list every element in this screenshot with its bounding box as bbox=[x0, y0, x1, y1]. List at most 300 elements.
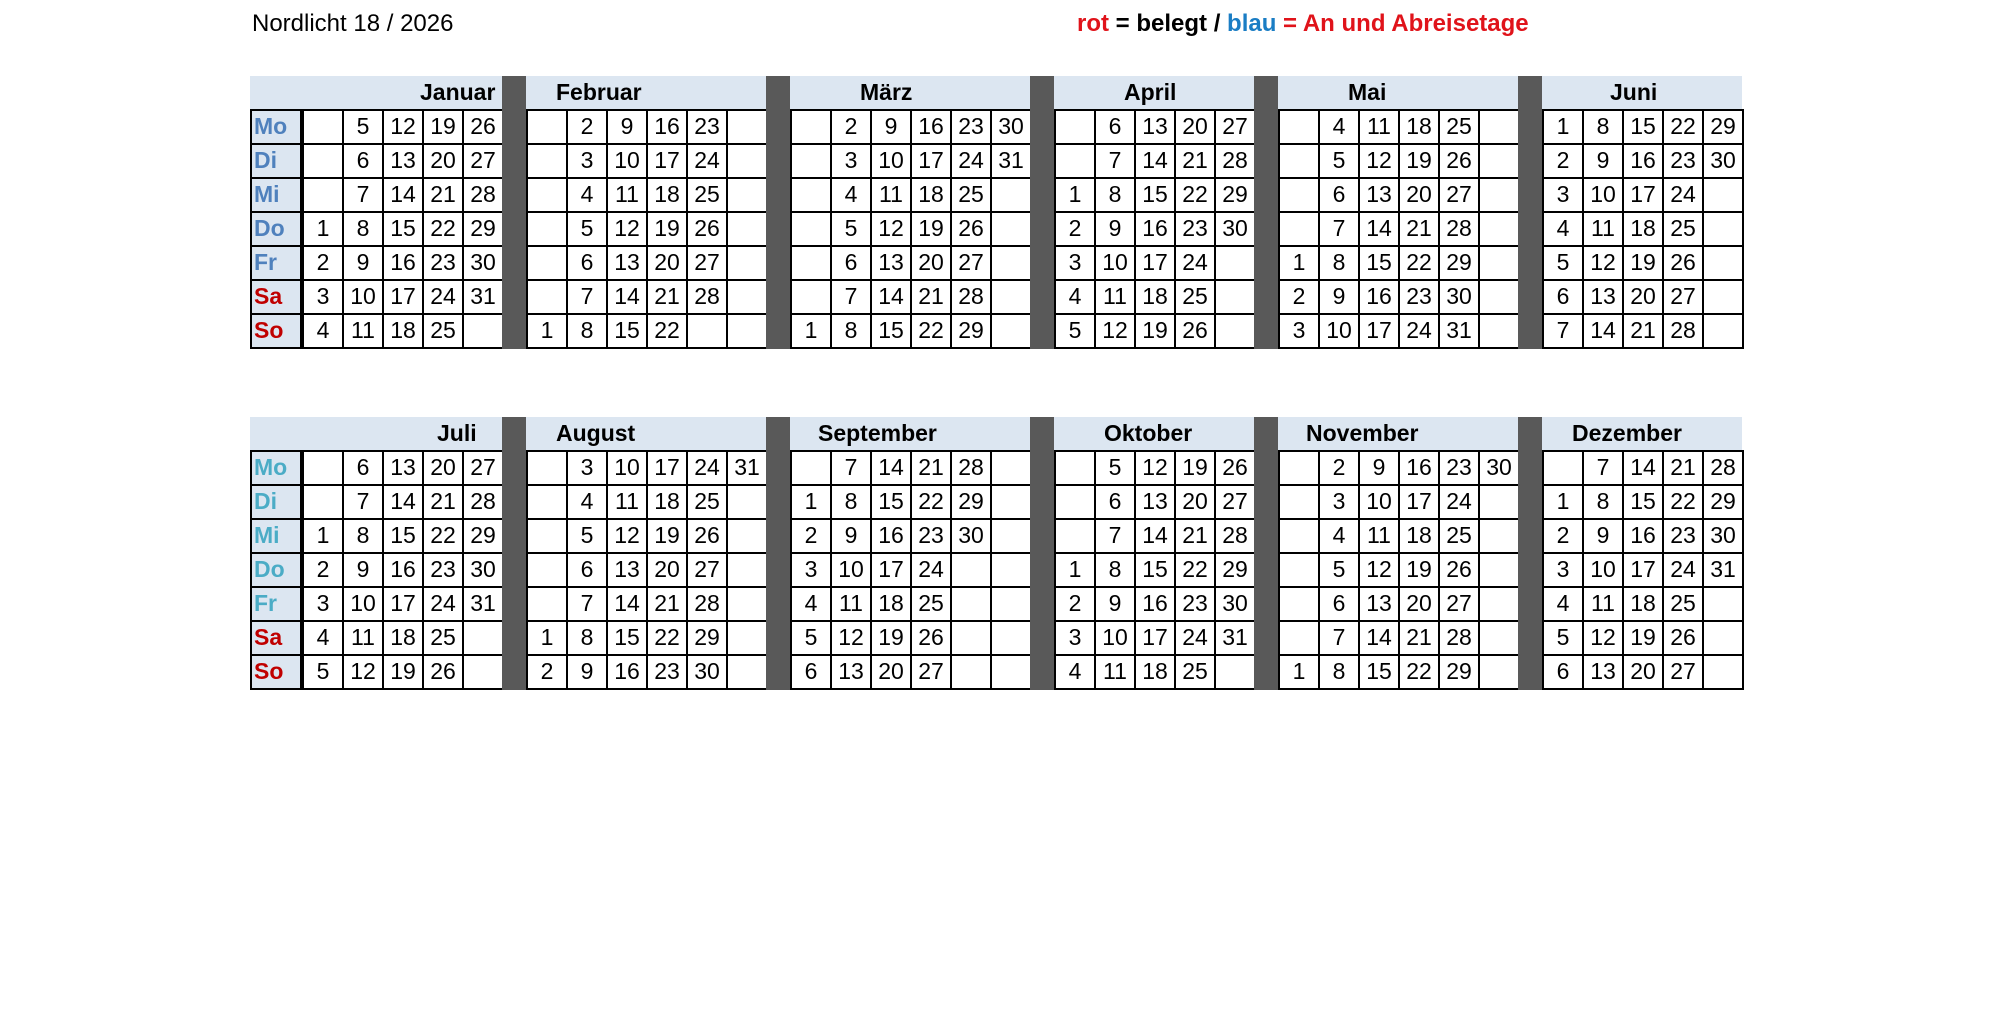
day-cell bbox=[1478, 313, 1520, 349]
day-cell: 3 bbox=[302, 586, 344, 622]
day-cell: 2 bbox=[526, 654, 568, 690]
day-cell: 6 bbox=[1542, 654, 1584, 690]
day-cell: 13 bbox=[1358, 177, 1400, 213]
day-cell: 24 bbox=[1662, 177, 1704, 213]
day-cell: 10 bbox=[1582, 552, 1624, 588]
day-cell: 27 bbox=[462, 143, 504, 179]
month-separator bbox=[1518, 417, 1542, 690]
day-cell bbox=[726, 484, 768, 520]
month-header-juli bbox=[302, 417, 502, 450]
day-cell: 1 bbox=[302, 518, 344, 554]
day-cell: 15 bbox=[606, 313, 648, 349]
day-cell: 27 bbox=[686, 245, 728, 281]
day-cell bbox=[990, 245, 1032, 281]
day-cell: 4 bbox=[790, 586, 832, 622]
day-cell: 3 bbox=[566, 450, 608, 486]
day-cell: 10 bbox=[606, 143, 648, 179]
day-cell: 21 bbox=[1174, 518, 1216, 554]
day-cell: 26 bbox=[686, 211, 728, 247]
day-cell: 13 bbox=[870, 245, 912, 281]
day-cell: 18 bbox=[646, 484, 688, 520]
day-cell: 7 bbox=[1318, 211, 1360, 247]
day-cell: 16 bbox=[1134, 586, 1176, 622]
day-cell: 14 bbox=[606, 586, 648, 622]
day-cell: 28 bbox=[1438, 211, 1480, 247]
day-cell: 1 bbox=[1054, 177, 1096, 213]
day-cell: 14 bbox=[870, 279, 912, 315]
day-cell: 29 bbox=[1438, 245, 1480, 281]
day-cell: 9 bbox=[606, 109, 648, 145]
day-cell: 3 bbox=[1054, 245, 1096, 281]
day-cell bbox=[526, 279, 568, 315]
day-cell: 27 bbox=[1438, 586, 1480, 622]
day-cell: 4 bbox=[566, 484, 608, 520]
month-name: Februar bbox=[556, 79, 642, 105]
day-cell: 18 bbox=[1134, 279, 1176, 315]
day-cell bbox=[526, 484, 568, 520]
day-cell: 15 bbox=[1134, 552, 1176, 588]
day-cell: 28 bbox=[462, 177, 504, 213]
day-cell: 14 bbox=[1134, 518, 1176, 554]
day-cell: 11 bbox=[1358, 109, 1400, 145]
day-cell: 12 bbox=[382, 109, 424, 145]
day-cell: 3 bbox=[566, 143, 608, 179]
weekday-label-mi: Mi bbox=[250, 177, 302, 213]
day-cell: 25 bbox=[422, 620, 464, 656]
legend-red-word: rot bbox=[1077, 10, 1109, 37]
day-cell bbox=[526, 552, 568, 588]
day-cell: 2 bbox=[1542, 143, 1584, 179]
day-cell: 24 bbox=[1174, 620, 1216, 656]
month-header-august bbox=[526, 417, 766, 450]
day-cell bbox=[726, 620, 768, 656]
day-cell: 3 bbox=[830, 143, 872, 179]
day-cell: 12 bbox=[870, 211, 912, 247]
month-header-oktober bbox=[1054, 417, 1254, 450]
day-cell: 26 bbox=[1438, 143, 1480, 179]
day-cell: 4 bbox=[1054, 654, 1096, 690]
day-cell: 25 bbox=[1662, 211, 1704, 247]
day-cell bbox=[1478, 518, 1520, 554]
day-cell bbox=[790, 279, 832, 315]
day-cell bbox=[1478, 211, 1520, 247]
day-cell: 17 bbox=[382, 586, 424, 622]
day-cell bbox=[950, 552, 992, 588]
day-cell bbox=[726, 143, 768, 179]
day-cell: 10 bbox=[1094, 245, 1136, 281]
day-cell: 22 bbox=[1174, 552, 1216, 588]
day-cell: 28 bbox=[1438, 620, 1480, 656]
day-cell bbox=[526, 245, 568, 281]
day-cell: 24 bbox=[1174, 245, 1216, 281]
month-header-november bbox=[1278, 417, 1518, 450]
weekday-label-fr: Fr bbox=[250, 586, 302, 622]
day-cell: 8 bbox=[566, 620, 608, 656]
month-separator bbox=[1254, 76, 1278, 349]
day-cell: 2 bbox=[1054, 211, 1096, 247]
day-cell: 4 bbox=[302, 620, 344, 656]
day-cell: 26 bbox=[910, 620, 952, 656]
day-cell: 24 bbox=[950, 143, 992, 179]
day-cell: 11 bbox=[1094, 654, 1136, 690]
day-cell: 24 bbox=[1438, 484, 1480, 520]
day-cell: 9 bbox=[830, 518, 872, 554]
day-cell: 11 bbox=[1358, 518, 1400, 554]
day-cell: 13 bbox=[606, 552, 648, 588]
day-cell: 9 bbox=[1582, 518, 1624, 554]
day-cell: 28 bbox=[1214, 143, 1256, 179]
day-cell: 12 bbox=[1134, 450, 1176, 486]
day-cell: 8 bbox=[1318, 245, 1360, 281]
day-cell: 7 bbox=[1542, 313, 1584, 349]
day-cell: 31 bbox=[1702, 552, 1744, 588]
day-cell: 19 bbox=[1134, 313, 1176, 349]
weekday-label-mo: Mo bbox=[250, 450, 302, 486]
day-cell: 1 bbox=[1278, 654, 1320, 690]
day-cell: 28 bbox=[1214, 518, 1256, 554]
month-name: April bbox=[1124, 79, 1177, 105]
day-cell bbox=[1478, 109, 1520, 145]
day-cell: 29 bbox=[950, 484, 992, 520]
month-header-märz bbox=[790, 76, 1030, 109]
day-cell: 17 bbox=[1134, 245, 1176, 281]
day-cell: 31 bbox=[726, 450, 768, 486]
day-cell: 28 bbox=[950, 279, 992, 315]
day-cell: 17 bbox=[646, 450, 688, 486]
day-cell bbox=[726, 109, 768, 145]
calendar-first-half bbox=[250, 76, 1736, 352]
day-cell bbox=[1478, 620, 1520, 656]
day-cell: 22 bbox=[1398, 654, 1440, 690]
day-cell: 22 bbox=[646, 620, 688, 656]
day-cell: 30 bbox=[1702, 518, 1744, 554]
month-name: Juli bbox=[437, 420, 477, 446]
day-cell: 30 bbox=[462, 245, 504, 281]
day-cell: 30 bbox=[1214, 211, 1256, 247]
day-cell: 9 bbox=[1358, 450, 1400, 486]
day-cell: 22 bbox=[422, 211, 464, 247]
day-cell: 8 bbox=[1318, 654, 1360, 690]
month-name: August bbox=[556, 420, 636, 446]
day-cell: 30 bbox=[686, 654, 728, 690]
day-cell bbox=[1702, 177, 1744, 213]
day-cell bbox=[990, 177, 1032, 213]
day-cell: 2 bbox=[1318, 450, 1360, 486]
day-cell: 21 bbox=[422, 177, 464, 213]
day-cell: 4 bbox=[1542, 211, 1584, 247]
day-cell: 5 bbox=[1542, 245, 1584, 281]
weekday-label-so: So bbox=[250, 654, 302, 690]
day-cell: 11 bbox=[342, 620, 384, 656]
day-cell: 19 bbox=[646, 211, 688, 247]
day-cell bbox=[1054, 143, 1096, 179]
day-cell bbox=[1702, 620, 1744, 656]
day-cell: 27 bbox=[1662, 279, 1704, 315]
day-cell: 5 bbox=[302, 654, 344, 690]
month-header-januar bbox=[302, 76, 502, 109]
weekday-label-do: Do bbox=[250, 211, 302, 247]
day-cell: 16 bbox=[606, 654, 648, 690]
day-cell: 8 bbox=[1094, 552, 1136, 588]
day-cell: 16 bbox=[870, 518, 912, 554]
day-cell bbox=[726, 552, 768, 588]
day-cell: 14 bbox=[382, 484, 424, 520]
day-cell: 26 bbox=[1174, 313, 1216, 349]
day-cell bbox=[526, 211, 568, 247]
day-cell: 2 bbox=[790, 518, 832, 554]
month-separator bbox=[766, 417, 790, 690]
day-cell: 15 bbox=[1622, 109, 1664, 145]
day-cell: 7 bbox=[1582, 450, 1624, 486]
day-cell: 28 bbox=[686, 279, 728, 315]
day-cell: 13 bbox=[382, 450, 424, 486]
day-cell: 14 bbox=[606, 279, 648, 315]
day-cell: 10 bbox=[342, 279, 384, 315]
day-cell: 22 bbox=[1174, 177, 1216, 213]
day-cell: 3 bbox=[1542, 552, 1584, 588]
day-cell bbox=[990, 484, 1032, 520]
day-cell: 21 bbox=[910, 450, 952, 486]
day-cell: 1 bbox=[1542, 109, 1584, 145]
day-cell: 14 bbox=[1134, 143, 1176, 179]
day-cell: 7 bbox=[1318, 620, 1360, 656]
day-cell: 7 bbox=[566, 586, 608, 622]
day-cell: 1 bbox=[526, 620, 568, 656]
day-cell: 13 bbox=[830, 654, 872, 690]
day-cell: 19 bbox=[646, 518, 688, 554]
day-cell: 14 bbox=[1582, 313, 1624, 349]
day-cell: 25 bbox=[1174, 279, 1216, 315]
month-header-september bbox=[790, 417, 1030, 450]
day-cell: 17 bbox=[1622, 177, 1664, 213]
day-cell: 21 bbox=[1662, 450, 1704, 486]
day-cell: 12 bbox=[1582, 620, 1624, 656]
day-cell: 19 bbox=[1622, 620, 1664, 656]
legend bbox=[1077, 10, 1529, 38]
day-cell: 26 bbox=[1438, 552, 1480, 588]
day-cell: 21 bbox=[1398, 620, 1440, 656]
day-cell bbox=[462, 313, 504, 349]
day-cell bbox=[1478, 484, 1520, 520]
day-cell: 20 bbox=[870, 654, 912, 690]
day-cell: 15 bbox=[1622, 484, 1664, 520]
day-cell bbox=[790, 177, 832, 213]
day-cell: 4 bbox=[1318, 109, 1360, 145]
day-cell bbox=[726, 177, 768, 213]
day-cell bbox=[990, 211, 1032, 247]
day-cell: 2 bbox=[1278, 279, 1320, 315]
day-cell: 28 bbox=[1662, 313, 1704, 349]
day-cell bbox=[990, 313, 1032, 349]
day-cell bbox=[1278, 518, 1320, 554]
day-cell: 29 bbox=[462, 211, 504, 247]
day-cell: 11 bbox=[830, 586, 872, 622]
day-cell: 5 bbox=[566, 211, 608, 247]
day-cell: 15 bbox=[1358, 245, 1400, 281]
day-cell: 21 bbox=[910, 279, 952, 315]
day-cell bbox=[950, 654, 992, 690]
day-cell: 30 bbox=[990, 109, 1032, 145]
day-cell: 6 bbox=[1094, 109, 1136, 145]
day-cell: 25 bbox=[1438, 109, 1480, 145]
day-cell: 2 bbox=[1054, 586, 1096, 622]
day-cell: 23 bbox=[422, 245, 464, 281]
day-cell: 8 bbox=[830, 484, 872, 520]
day-cell: 23 bbox=[686, 109, 728, 145]
day-cell: 3 bbox=[302, 279, 344, 315]
day-cell bbox=[1278, 552, 1320, 588]
day-cell: 30 bbox=[1214, 586, 1256, 622]
day-cell: 13 bbox=[1582, 279, 1624, 315]
day-cell: 30 bbox=[462, 552, 504, 588]
day-cell: 15 bbox=[870, 313, 912, 349]
month-header-april bbox=[1054, 76, 1254, 109]
day-cell: 27 bbox=[1214, 109, 1256, 145]
day-cell: 22 bbox=[1662, 109, 1704, 145]
month-separator bbox=[1518, 76, 1542, 349]
day-cell: 6 bbox=[790, 654, 832, 690]
day-cell bbox=[462, 654, 504, 690]
day-cell: 13 bbox=[1134, 109, 1176, 145]
day-cell: 5 bbox=[566, 518, 608, 554]
day-cell: 25 bbox=[950, 177, 992, 213]
month-name: November bbox=[1306, 420, 1419, 446]
day-cell: 24 bbox=[910, 552, 952, 588]
day-cell bbox=[526, 177, 568, 213]
weekday-label-mo: Mo bbox=[250, 109, 302, 145]
day-cell: 20 bbox=[646, 245, 688, 281]
day-cell bbox=[1478, 245, 1520, 281]
day-cell bbox=[1278, 109, 1320, 145]
day-cell bbox=[1702, 211, 1744, 247]
day-cell: 28 bbox=[686, 586, 728, 622]
day-cell: 5 bbox=[1542, 620, 1584, 656]
day-cell: 7 bbox=[830, 279, 872, 315]
day-cell: 23 bbox=[950, 109, 992, 145]
day-cell: 22 bbox=[1662, 484, 1704, 520]
day-cell: 19 bbox=[382, 654, 424, 690]
day-cell: 21 bbox=[1622, 313, 1664, 349]
day-cell: 22 bbox=[422, 518, 464, 554]
month-header-dezember bbox=[1542, 417, 1742, 450]
day-cell: 12 bbox=[1094, 313, 1136, 349]
month-name: Dezember bbox=[1572, 420, 1682, 446]
day-cell: 17 bbox=[382, 279, 424, 315]
legend-blue-word: blau bbox=[1227, 10, 1277, 37]
day-cell bbox=[526, 143, 568, 179]
day-cell: 9 bbox=[342, 552, 384, 588]
day-cell: 19 bbox=[870, 620, 912, 656]
day-cell: 6 bbox=[1094, 484, 1136, 520]
month-separator bbox=[1030, 417, 1054, 690]
day-cell bbox=[990, 586, 1032, 622]
day-cell bbox=[1054, 450, 1096, 486]
day-cell bbox=[1214, 279, 1256, 315]
day-cell: 3 bbox=[1054, 620, 1096, 656]
day-cell bbox=[1054, 518, 1096, 554]
day-cell: 13 bbox=[1134, 484, 1176, 520]
day-cell bbox=[686, 313, 728, 349]
day-cell bbox=[1702, 313, 1744, 349]
day-cell: 31 bbox=[1438, 313, 1480, 349]
day-cell: 10 bbox=[1582, 177, 1624, 213]
day-cell: 20 bbox=[1174, 109, 1216, 145]
day-cell: 26 bbox=[686, 518, 728, 554]
day-cell: 16 bbox=[1622, 143, 1664, 179]
day-cell: 15 bbox=[382, 518, 424, 554]
day-cell: 14 bbox=[1358, 211, 1400, 247]
day-cell: 18 bbox=[910, 177, 952, 213]
day-cell: 12 bbox=[830, 620, 872, 656]
day-cell: 21 bbox=[1174, 143, 1216, 179]
day-cell: 24 bbox=[422, 279, 464, 315]
day-cell: 18 bbox=[1134, 654, 1176, 690]
day-cell: 23 bbox=[1174, 211, 1216, 247]
day-cell: 30 bbox=[1702, 143, 1744, 179]
day-cell: 4 bbox=[1054, 279, 1096, 315]
day-cell bbox=[726, 586, 768, 622]
month-separator bbox=[1254, 417, 1278, 690]
day-cell: 29 bbox=[1214, 552, 1256, 588]
day-cell: 18 bbox=[1398, 518, 1440, 554]
day-cell: 18 bbox=[870, 586, 912, 622]
day-cell: 24 bbox=[422, 586, 464, 622]
day-cell: 17 bbox=[910, 143, 952, 179]
day-cell: 16 bbox=[1622, 518, 1664, 554]
day-cell bbox=[990, 279, 1032, 315]
day-cell: 14 bbox=[382, 177, 424, 213]
day-cell: 25 bbox=[1662, 586, 1704, 622]
day-cell bbox=[1278, 586, 1320, 622]
day-cell bbox=[1278, 143, 1320, 179]
day-cell: 25 bbox=[1438, 518, 1480, 554]
day-cell: 11 bbox=[1094, 279, 1136, 315]
day-cell: 29 bbox=[686, 620, 728, 656]
day-cell bbox=[790, 245, 832, 281]
day-cell: 18 bbox=[1622, 586, 1664, 622]
day-cell: 13 bbox=[1358, 586, 1400, 622]
day-cell: 5 bbox=[790, 620, 832, 656]
month-separator bbox=[502, 76, 526, 349]
day-cell: 13 bbox=[382, 143, 424, 179]
day-cell: 4 bbox=[1542, 586, 1584, 622]
day-cell bbox=[1214, 245, 1256, 281]
day-cell bbox=[990, 620, 1032, 656]
day-cell: 20 bbox=[1174, 484, 1216, 520]
day-cell: 27 bbox=[910, 654, 952, 690]
day-cell: 28 bbox=[950, 450, 992, 486]
day-cell: 20 bbox=[422, 143, 464, 179]
weekday-label-mi: Mi bbox=[250, 518, 302, 554]
day-cell: 1 bbox=[302, 211, 344, 247]
day-cell: 18 bbox=[382, 313, 424, 349]
day-cell: 18 bbox=[646, 177, 688, 213]
day-cell: 13 bbox=[1582, 654, 1624, 690]
day-cell bbox=[1278, 211, 1320, 247]
day-cell: 12 bbox=[606, 211, 648, 247]
day-cell: 7 bbox=[342, 177, 384, 213]
day-cell: 26 bbox=[1214, 450, 1256, 486]
day-cell: 22 bbox=[646, 313, 688, 349]
day-cell: 17 bbox=[870, 552, 912, 588]
day-cell: 20 bbox=[1398, 177, 1440, 213]
day-cell bbox=[726, 245, 768, 281]
day-cell: 26 bbox=[950, 211, 992, 247]
day-cell: 6 bbox=[830, 245, 872, 281]
month-separator bbox=[502, 417, 526, 690]
page-title: Nordlicht 18 / 2026 bbox=[252, 10, 454, 37]
day-cell bbox=[1214, 313, 1256, 349]
